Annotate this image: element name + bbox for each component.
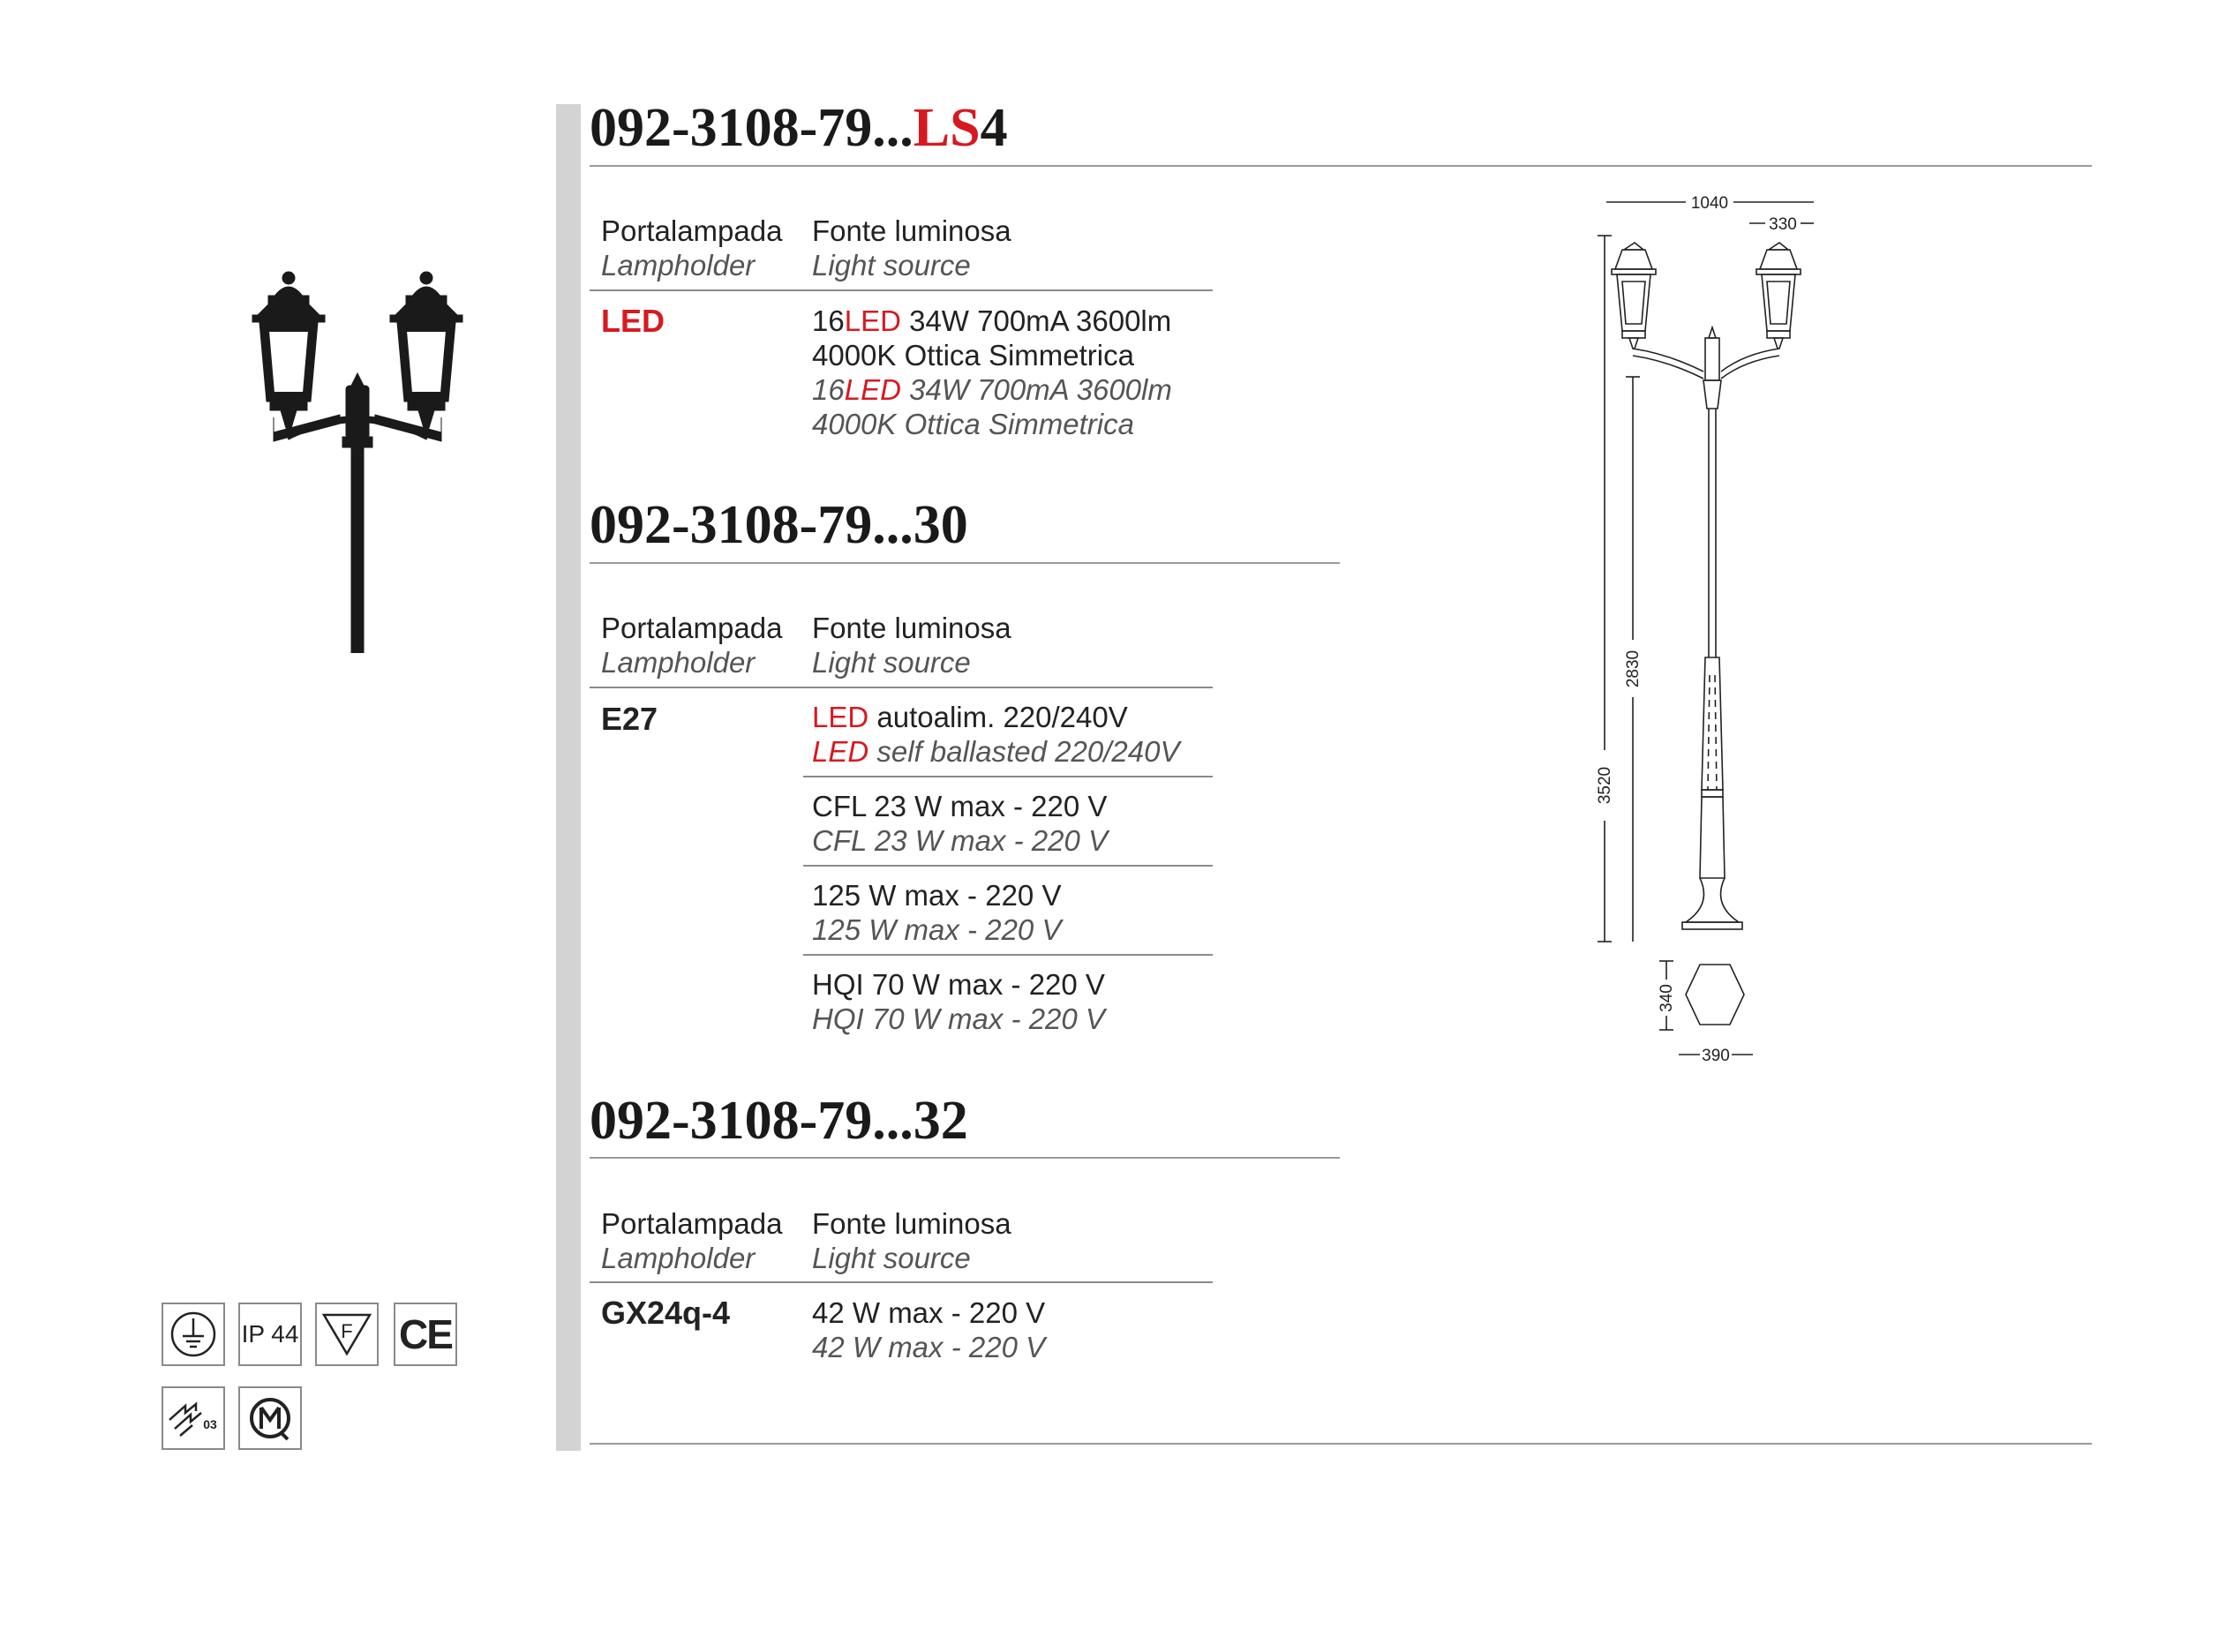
dim-base-width: 390 — [1702, 1047, 1730, 1065]
product-code-30: 092-3108-79...30 — [590, 495, 968, 555]
class-mark-text: 03 — [203, 1417, 217, 1431]
light-source-line-en: 16LED 34W 700mA 3600lm — [812, 373, 1172, 406]
energy-class-icon — [162, 1386, 225, 1450]
ip-rating-text: IP 44 — [241, 1320, 299, 1348]
light-source-line: 42 W max - 220 V — [812, 1296, 1046, 1329]
light-source-line: 4000K Ottica Simmetrica — [812, 339, 1134, 372]
imq-mark-icon — [238, 1386, 302, 1450]
lamp-silhouette-icon — [238, 269, 477, 653]
divider — [590, 1157, 1340, 1159]
lampholder-value: LED — [601, 303, 665, 339]
header-fonte: Fonte luminosa — [812, 214, 1011, 247]
table-divider — [590, 1281, 1213, 1283]
dim-lantern-width: 330 — [1769, 215, 1797, 234]
product-photo — [238, 269, 477, 653]
dim-base-depth: 340 — [1658, 984, 1676, 1012]
light-source-line: LED autoalim. 220/240V — [812, 701, 1128, 733]
light-source-line-en: HQI 70 W max - 220 V — [812, 1002, 1105, 1035]
row-divider — [803, 776, 1213, 777]
divider — [590, 165, 2092, 167]
ip-rating-badge — [238, 1303, 302, 1366]
light-source-line: 16LED 34W 700mA 3600lm — [812, 304, 1172, 337]
header-fonte: Fonte luminosa — [812, 1207, 1011, 1240]
light-source-line: CFL 23 W max - 220 V — [812, 790, 1108, 822]
row-divider — [803, 865, 1213, 867]
table-divider — [590, 289, 1213, 291]
header-lampholder: Lampholder — [601, 646, 756, 679]
product-code-32: 092-3108-79...32 — [590, 1091, 968, 1151]
product-code-ls4: 092-3108-79...LS4 — [590, 98, 1008, 158]
earth-ground-icon — [162, 1303, 225, 1366]
divider — [590, 562, 1340, 564]
light-source-line-en: LED self ballasted 220/240V — [812, 735, 1180, 768]
light-source-line-en: 42 W max - 220 V — [812, 1331, 1046, 1363]
light-source-line: HQI 70 W max - 220 V — [812, 968, 1105, 1001]
header-portalampada: Portalampada — [601, 1207, 783, 1240]
dim-width-total: 1040 — [1690, 194, 1729, 213]
header-lampholder: Lampholder — [601, 1242, 756, 1274]
table-divider — [590, 687, 1213, 688]
header-light-source: Light source — [812, 249, 971, 282]
row-divider — [803, 954, 1213, 956]
section-bar — [556, 104, 581, 1451]
header-light-source: Light source — [812, 1242, 971, 1274]
header-light-source: Light source — [812, 646, 971, 679]
f-mark-text: F — [341, 1320, 353, 1342]
lampholder-value: GX24q-4 — [601, 1295, 731, 1331]
light-source-line: 125 W max - 220 V — [812, 879, 1062, 912]
light-source-line-en: CFL 23 W max - 220 V — [812, 824, 1109, 857]
ce-mark-icon — [394, 1303, 457, 1366]
dim-height-total: 3520 — [1596, 766, 1614, 805]
header-lampholder: Lampholder — [601, 249, 756, 282]
ce-mark-text: CE — [399, 1311, 452, 1357]
header-portalampada: Portalampada — [601, 214, 783, 247]
dim-height-pole: 2830 — [1624, 650, 1643, 688]
dimension-drawing — [1580, 181, 1845, 1072]
light-source-line-en: 125 W max - 220 V — [812, 913, 1062, 946]
bottom-divider — [590, 1443, 2092, 1445]
header-fonte: Fonte luminosa — [812, 612, 1011, 644]
header-portalampada: Portalampada — [601, 612, 783, 644]
light-source-line-en: 4000K Ottica Simmetrica — [812, 408, 1134, 440]
lampholder-value: E27 — [601, 701, 658, 737]
technical-drawing-icon — [1580, 181, 1845, 1072]
f-mark-icon — [315, 1303, 379, 1366]
